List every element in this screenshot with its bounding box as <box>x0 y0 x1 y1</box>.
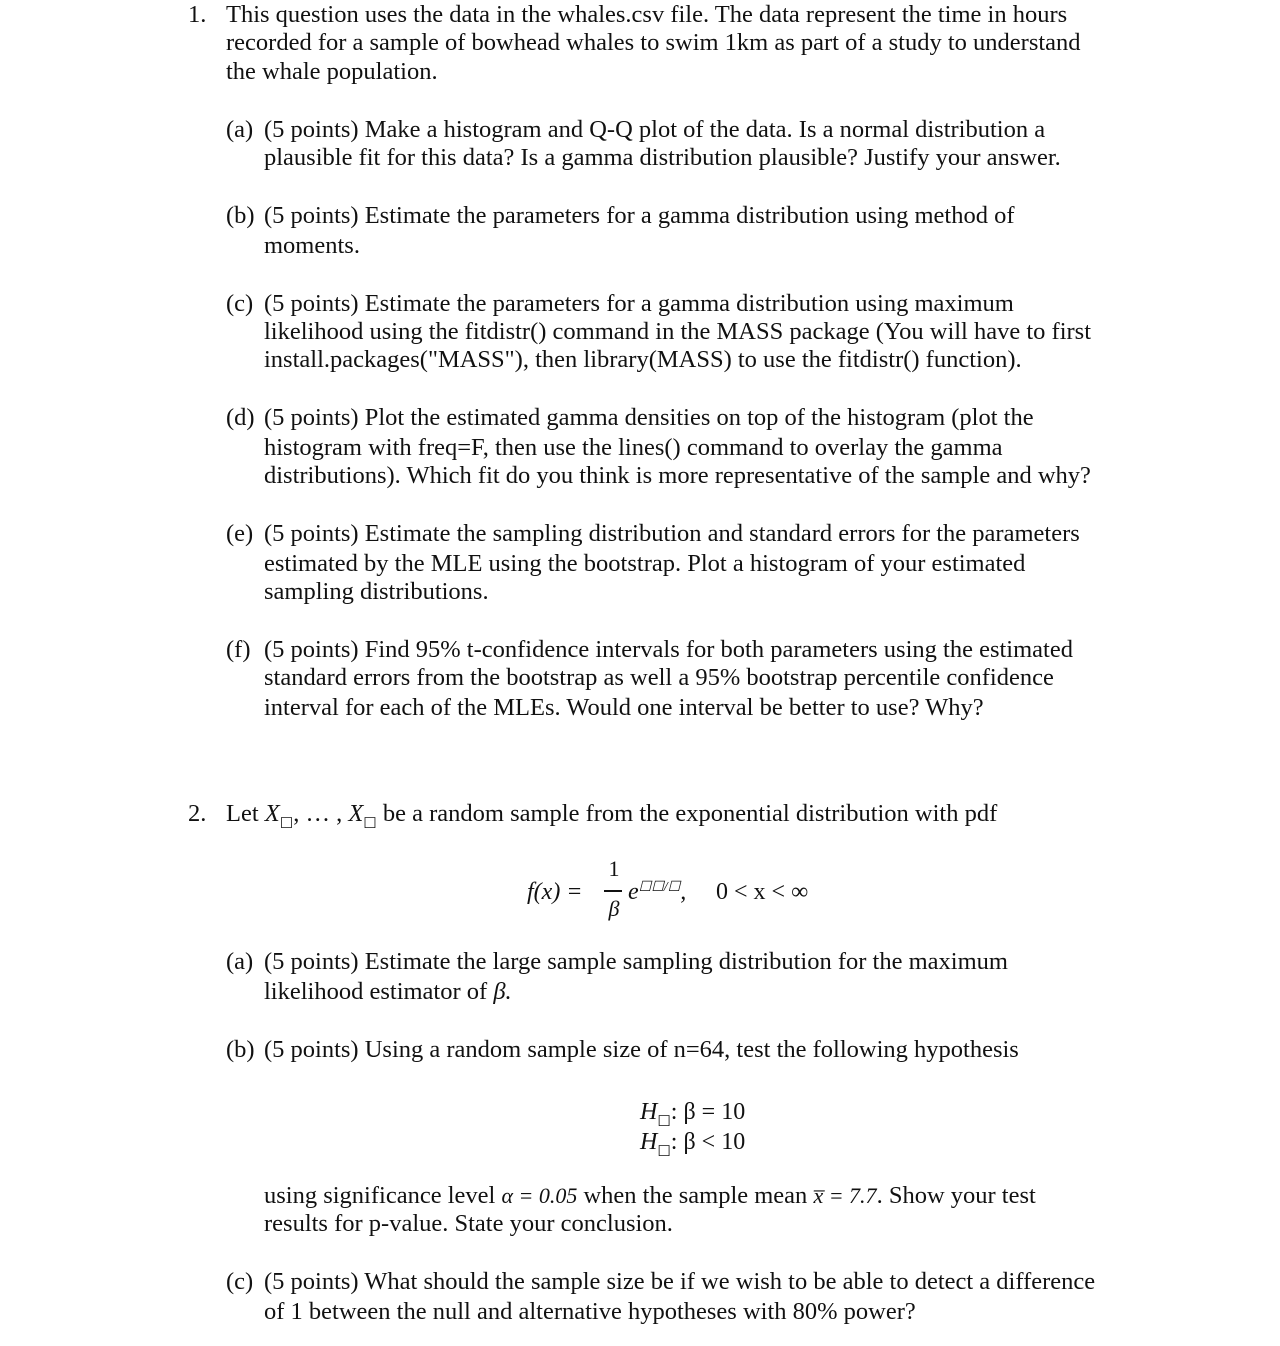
q2-part-c-line-1: (5 points) What should the sample size be if we wish to be able to detect a difference <box>264 1268 1096 1295</box>
q1-part-a-label: (a) <box>226 116 254 143</box>
question-1-line-1: This question uses the data in the whales.csv file. The data represent the time in hours <box>226 1 1068 28</box>
hypothesis-null <box>640 1098 745 1129</box>
q2-part-c-label: (c) <box>226 1268 254 1295</box>
beta-symbol: β. <box>493 978 512 1005</box>
question-1-number: 1. <box>188 1 207 28</box>
intro-suffix: be a random sample from the exponential distribution with pdf <box>382 800 998 827</box>
h1-subscript-glyph: ☐ <box>657 1144 671 1160</box>
q1-part-f-label: (f) <box>226 636 251 663</box>
question-1-line-2: recorded for a sample of bowhead whales to swim 1km as part of a study to understand <box>226 29 1081 56</box>
q2-part-a-label: (a) <box>226 948 254 975</box>
q2-part-c-line-2: of 1 between the null and alternative hypotheses with 80% power? <box>264 1298 916 1325</box>
q1-part-f-line-1: (5 points) Find 95% t-confidence intervals for both parameters using the estimated <box>264 636 1073 663</box>
pdf-denominator: β <box>608 896 620 921</box>
q1-part-e-line-3: sampling distributions. <box>264 578 489 605</box>
q1-part-a-line-2: plausible fit for this data? Is a gamma distribution plausible? Justify your answer. <box>264 144 1061 171</box>
q1-part-b-line-2: moments. <box>264 232 360 259</box>
intro-sep: , … , <box>293 800 343 827</box>
q1-part-c-line-3: install.packages("MASS"), then library(MASS) to use the fitdistr() function). <box>264 346 1022 373</box>
intro-prefix: Let <box>226 800 259 827</box>
q1-part-a-line-1: (5 points) Make a histogram and Q-Q plot of the data. Is a normal distribution a <box>264 116 1046 143</box>
variable-x-first: X <box>264 800 280 827</box>
h0-subscript-glyph: ☐ <box>657 1114 671 1130</box>
q1-part-c-line-1: (5 points) Estimate the parameters for a gamma distribution using maximum <box>264 290 1014 317</box>
h1-letter: H <box>640 1129 658 1155</box>
show-test-text: . Show your test <box>876 1182 1036 1209</box>
significance-text: using significance level <box>264 1182 496 1209</box>
h0-rhs: : β = 10 <box>670 1099 746 1125</box>
question-2-number: 2. <box>188 800 207 827</box>
q1-part-f-line-2: standard errors from the bootstrap as well a 95% bootstrap percentile confidence <box>264 664 1054 691</box>
q1-part-d-line-1: (5 points) Plot the estimated gamma densities on top of the histogram (plot the <box>264 404 1034 431</box>
q1-part-c-line-2: likelihood using the fitdistr() command in the MASS package (You will have to first <box>264 318 1092 345</box>
q1-part-d-line-2: histogram with freq=F, then use the lines() command to overlay the gamma <box>264 434 1003 461</box>
alpha-value: α = 0.05 <box>501 1183 578 1208</box>
q1-part-e-line-2: estimated by the MLE using the bootstrap. Plot a histogram of your estimated <box>264 550 1026 577</box>
q1-part-d-line-3: distributions). Which fit do you think is more representative of the sample and why? <box>264 462 1091 489</box>
q1-part-d-label: (d) <box>226 404 255 431</box>
q1-part-f-line-3: interval for each of the MLEs. Would one interval be better to use? Why? <box>264 694 984 721</box>
sample-mean-text: when the sample mean <box>583 1182 808 1209</box>
exp-base: e <box>628 879 639 905</box>
q1-part-b-label: (b) <box>226 202 255 229</box>
q2-part-a-line-2 <box>264 978 512 1006</box>
pdf-domain: 0 < x < ∞ <box>716 879 809 905</box>
sample-mean-value: x̅ = 7.7 <box>813 1183 877 1208</box>
q2-part-b-label: (b) <box>226 1036 255 1063</box>
variable-x-last: X <box>348 800 364 827</box>
pdf-lhs: f(x) = <box>527 879 583 905</box>
q1-part-e-label: (e) <box>226 520 254 547</box>
hypothesis-alternative <box>640 1128 745 1159</box>
subscript-glyph-n: ☐ <box>363 816 377 832</box>
q2-part-a-line-2-text: likelihood estimator of <box>264 978 488 1005</box>
pdf-exponential: e☐☐/☐, <box>628 879 687 905</box>
h0-letter: H <box>640 1099 658 1125</box>
question-1-line-3: the whale population. <box>226 58 438 85</box>
q1-part-e-line-1: (5 points) Estimate the sampling distribution and standard errors for the parameters <box>264 520 1080 547</box>
pdf-numerator: 1 <box>608 856 620 881</box>
q2-part-a-line-1: (5 points) Estimate the large sample sampling distribution for the maximum <box>264 948 1008 975</box>
q2-part-b-after-line-1 <box>264 1182 1036 1210</box>
h1-rhs: : β < 10 <box>670 1129 746 1155</box>
q1-part-c-label: (c) <box>226 290 254 317</box>
q2-part-b-after-line-2: results for p-value. State your conclusion. <box>264 1210 673 1237</box>
exponent-garbled-glyphs: ☐☐/☐ <box>638 880 681 895</box>
subscript-glyph-1: ☐ <box>279 816 294 832</box>
q1-part-b-line-1: (5 points) Estimate the parameters for a gamma distribution using method of <box>264 202 1015 229</box>
fraction-bar <box>604 890 622 892</box>
question-2-intro <box>226 800 997 831</box>
q2-part-b-line-1: (5 points) Using a random sample size of n=64, test the following hypothesis <box>264 1036 1019 1063</box>
